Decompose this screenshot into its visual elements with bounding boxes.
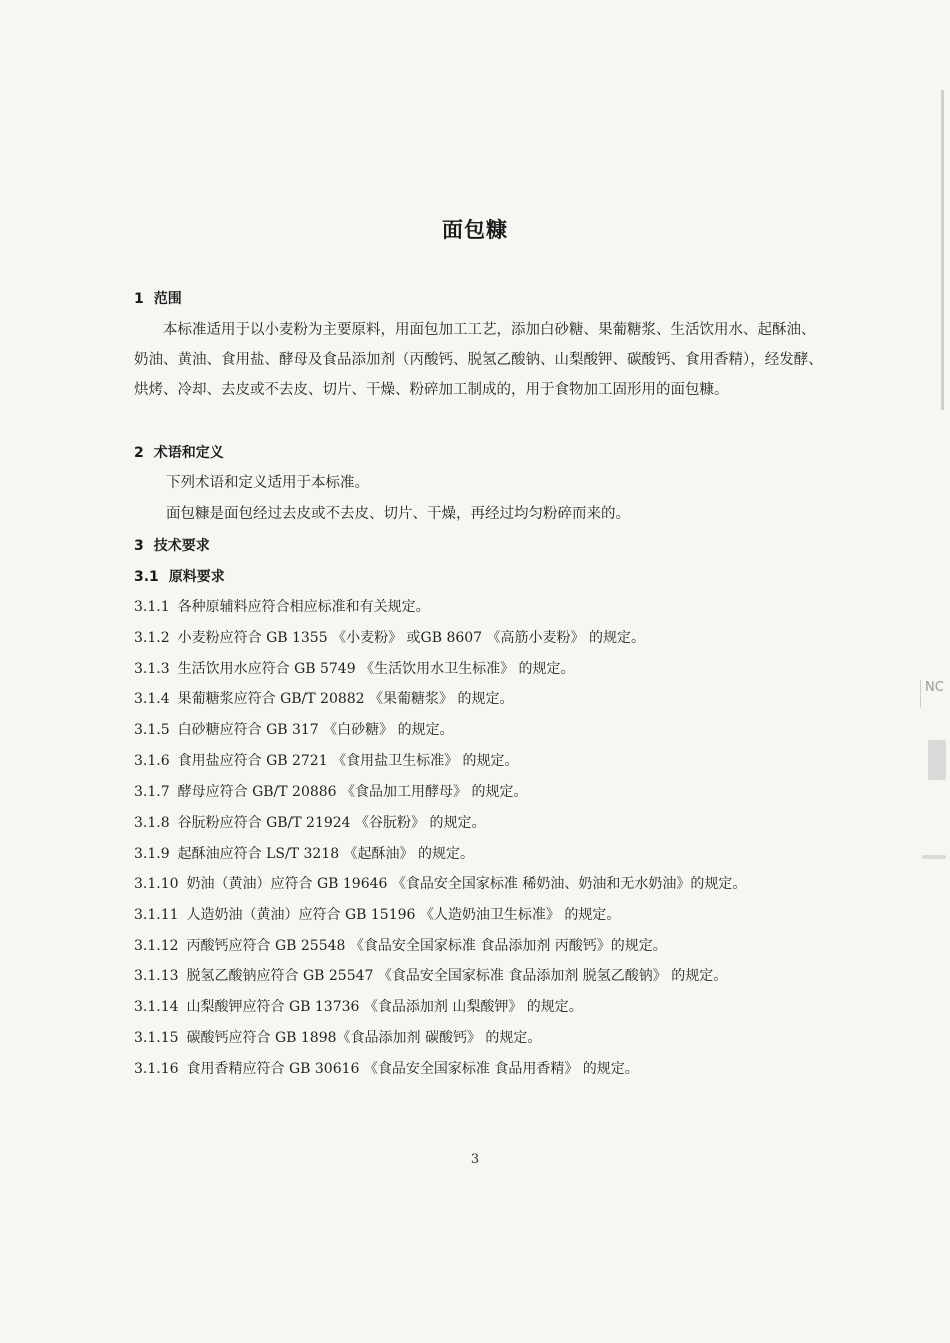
list-item	[134, 965, 727, 987]
section-heading-scope	[134, 288, 182, 308]
item-number: 3.1.16	[134, 1061, 179, 1077]
terms-definition: 面包糠是面包经过去皮或不去皮、切片、干燥，再经过均匀粉碎而来的。	[166, 506, 630, 522]
item-number: 3.1.13	[134, 968, 179, 984]
list-item	[134, 843, 474, 865]
item-number: 3.1.1	[134, 599, 170, 615]
item-text: 果葡糖浆应符合 GB/T 20882 《果葡糖浆》 的规定。	[177, 691, 514, 707]
item-number: 3.1.8	[134, 815, 170, 831]
item-text: 食用香精应符合 GB 30616 《食品安全国家标准 食品用香精》 的规定。	[186, 1061, 639, 1077]
list-item	[134, 688, 514, 710]
item-text: 脱氢乙酸钠应符合 GB 25547 《食品安全国家标准 食品添加剂 脱氢乙酸钠》 的规定。	[186, 968, 728, 984]
section-title: 技术要求	[153, 538, 210, 554]
scan-smudge	[922, 855, 946, 859]
list-item	[134, 935, 667, 957]
item-text: 碳酸钙应符合 GB 1898《食品添加剂 碳酸钙》 的规定。	[186, 1030, 542, 1046]
list-item	[134, 1027, 541, 1049]
list-item	[134, 781, 528, 803]
list-item	[134, 750, 519, 772]
scan-edge-shadow	[941, 90, 944, 410]
item-text: 奶油（黄油）应符合 GB 19646 《食品安全国家标准 稀奶油、奶油和无水奶油》的规定。	[186, 876, 747, 892]
item-text: 山梨酸钾应符合 GB 13736 《食品添加剂 山梨酸钾》 的规定。	[186, 999, 583, 1015]
item-text: 酵母应符合 GB/T 20886 《食品加工用酵母》 的规定。	[177, 784, 528, 800]
item-number: 3.1.7	[134, 784, 170, 800]
list-item	[134, 658, 575, 680]
section-heading-terms	[134, 442, 224, 462]
terms-intro: 下列术语和定义适用于本标准。	[166, 475, 369, 491]
section-number: 3.1	[134, 569, 159, 585]
section-number: 1	[134, 291, 144, 307]
section-number: 3	[134, 538, 144, 554]
item-number: 3.1.2	[134, 630, 170, 646]
scan-edge-mark: NC	[920, 680, 950, 708]
item-text: 生活饮用水应符合 GB 5749 《生活饮用水卫生标准》 的规定。	[177, 661, 575, 677]
scope-paragraph: 本标准适用于以小麦粉为主要原料，用面包加工工艺，添加白砂糖、果葡糖浆、生活饮用水、起酥油、奶油、黄油、食用盐、酵母及食品添加剂（丙酸钙、脱氢乙酸钠、山梨酸钾、碳酸钙、食用香精），经发酵、烘烤、冷却、去皮或不去皮、切片、干燥、粉碎加工制成的，用于食物加工固形用的面包糠。	[134, 322, 823, 398]
item-text: 食用盐应符合 GB 2721 《食用盐卫生标准》 的规定。	[177, 753, 519, 769]
item-text: 小麦粉应符合 GB 1355 《小麦粉》 或GB 8607 《高筋小麦粉》 的规定。	[177, 630, 645, 646]
item-text: 人造奶油（黄油）应符合 GB 15196 《人造奶油卫生标准》 的规定。	[186, 907, 621, 923]
list-item	[134, 812, 486, 834]
item-number: 3.1.3	[134, 661, 170, 677]
list-item	[134, 627, 645, 649]
list-item	[134, 596, 430, 618]
item-number: 3.1.15	[134, 1030, 179, 1046]
section-title: 术语和定义	[153, 445, 224, 461]
list-item	[134, 904, 620, 926]
item-number: 3.1.11	[134, 907, 179, 923]
item-number: 3.1.5	[134, 722, 170, 738]
list-item	[134, 1058, 639, 1080]
item-number: 3.1.6	[134, 753, 170, 769]
item-text: 白砂糖应符合 GB 317 《白砂糖》 的规定。	[177, 722, 454, 738]
item-text: 谷朊粉应符合 GB/T 21924 《谷朊粉》 的规定。	[177, 815, 486, 831]
item-number: 3.1.12	[134, 938, 179, 954]
page-number: 3	[470, 1152, 480, 1167]
section-heading-materials	[134, 566, 225, 586]
item-text: 起酥油应符合 LS/T 3218 《起酥油》 的规定。	[177, 846, 474, 862]
list-item	[134, 719, 454, 741]
document-title: 面包糠	[442, 218, 508, 242]
list-item	[134, 996, 583, 1018]
section-title: 原料要求	[168, 569, 225, 585]
scan-smudge	[928, 740, 946, 780]
section-number: 2	[134, 445, 144, 461]
item-number: 3.1.14	[134, 999, 179, 1015]
list-item	[134, 873, 746, 895]
item-text: 丙酸钙应符合 GB 25548 《食品安全国家标准 食品添加剂 丙酸钙》的规定。	[186, 938, 667, 954]
item-number: 3.1.10	[134, 876, 179, 892]
section-title: 范围	[153, 291, 182, 307]
section-heading-tech	[134, 535, 210, 555]
item-number: 3.1.4	[134, 691, 170, 707]
item-text: 各种原辅料应符合相应标准和有关规定。	[177, 599, 430, 615]
item-number: 3.1.9	[134, 846, 170, 862]
